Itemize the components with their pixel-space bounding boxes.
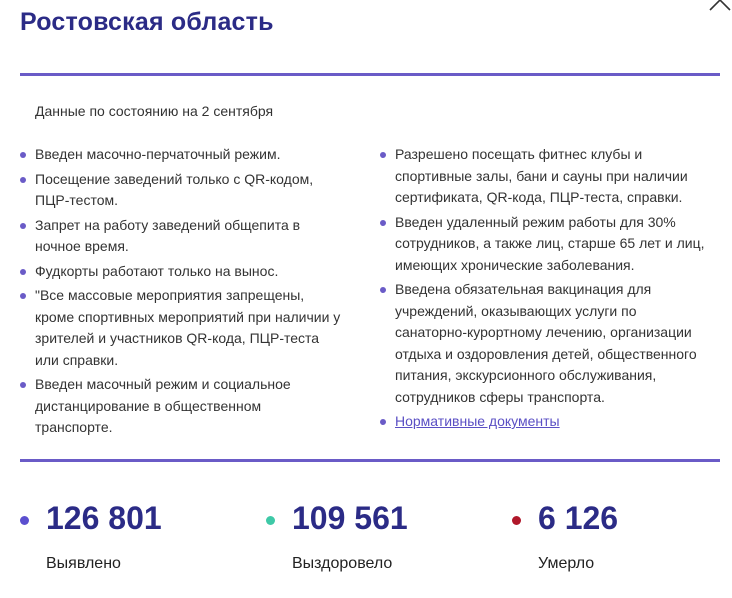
list-item: Введен масочный режим и социальное дистанцирование в общественном транспорте. (20, 374, 342, 439)
bullet-icon (20, 382, 26, 388)
recovered-value: 109 561 (292, 500, 408, 536)
close-icon (708, 0, 732, 12)
bullet-icon (20, 293, 26, 299)
status-date: Данные по состоянию на 2 сентября (35, 103, 274, 119)
close-button[interactable] (708, 0, 732, 12)
list-item: Введен удаленный режим работы для 30% сотрудников, а также лиц, старше 65 лет и лиц, имеющих хронические заболевания. (380, 212, 710, 277)
bullet-icon (20, 152, 26, 158)
top-divider (20, 73, 720, 76)
bullet-icon (380, 287, 386, 293)
died-dot-icon (512, 516, 521, 525)
bullet-icon (20, 269, 26, 275)
bullet-icon (380, 152, 386, 158)
died-value: 6 126 (538, 500, 619, 536)
recovered-dot-icon (266, 516, 275, 525)
list-item: Посещение заведений только с QR-кодом, ПЦР-тестом. (20, 169, 342, 212)
recovered-label: Выздоровело (292, 555, 393, 572)
normative-documents-link[interactable]: Нормативные документы (395, 413, 560, 429)
detected-value: 126 801 (46, 500, 162, 536)
list-item: Разрешено посещать фитнес клубы и спортивные залы, бани и сауны при наличии сертификата, QR-кода, ПЦР-теста, справки. (380, 144, 710, 209)
detected-label: Выявлено (46, 555, 121, 572)
restrictions-list-left (20, 144, 342, 442)
list-item (380, 411, 710, 433)
detected-dot-icon (20, 516, 29, 525)
page-title: Ростовская область (20, 8, 274, 36)
list-item: Введена обязательная вакцинация для учреждений, оказывающих услуги по санаторно-курортному лечению, организации отдыха и оздоровления детей, общественного питания, экскурсионного обслуживания, сотрудников сферы транспорта. (380, 279, 710, 408)
bullet-icon (20, 223, 26, 229)
bullet-icon (20, 177, 26, 183)
restrictions-list-right (380, 144, 710, 436)
list-item: "Все массовые мероприятия запрещены, кроме спортивных мероприятий при наличии у зрителей и участников QR-кода, ПЦР-теста или справки. (20, 285, 342, 371)
list-item: Запрет на работу заведений общепита в ночное время. (20, 215, 342, 258)
bullet-icon (380, 419, 386, 425)
bullet-icon (380, 220, 386, 226)
list-item: Введен масочно-перчаточный режим. (20, 144, 342, 166)
bottom-divider (20, 459, 720, 462)
list-item: Фудкорты работают только на вынос. (20, 261, 342, 283)
died-label: Умерло (538, 555, 595, 572)
